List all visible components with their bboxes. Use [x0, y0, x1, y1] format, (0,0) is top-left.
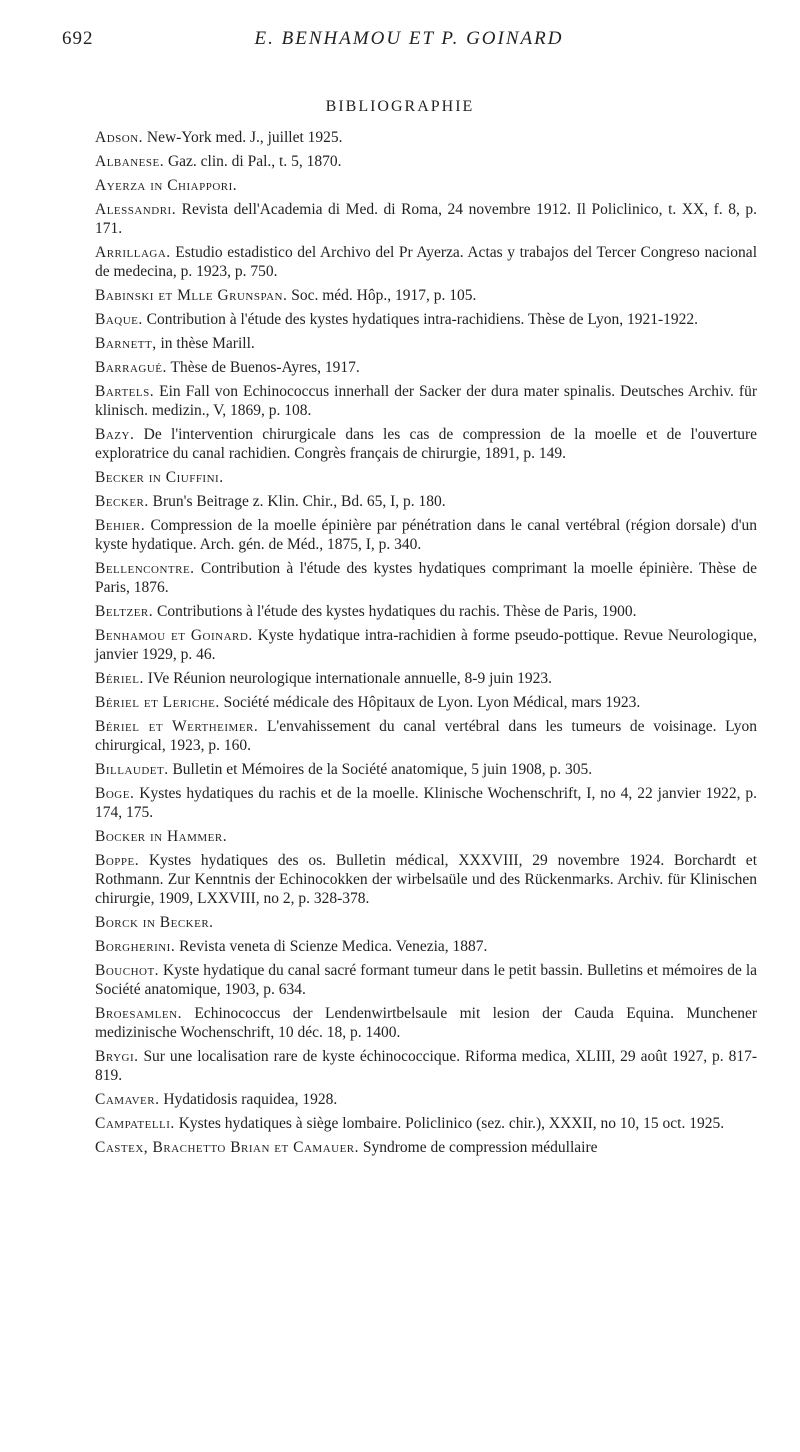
- section-title: BIBLIOGRAPHIE: [325, 98, 475, 115]
- entry-text: Estudio estadistico del Archivo del Pr Ayerza. Actas y trabajos del Tercer Congreso nacional de medecina, p. 1923, p. 750.: [95, 244, 757, 280]
- bibliography-entry: [95, 760, 757, 779]
- entry-text: Brun's Beitrage z. Klin. Chir., Bd. 65, I, p. 180.: [152, 493, 446, 510]
- bibliography-entry: [95, 717, 757, 755]
- entry-text: Soc. méd. Hôp., 1917, p. 105.: [291, 287, 477, 304]
- entry-text: Gaz. clin. di Pal., t. 5, 1870.: [167, 153, 342, 170]
- entry-author: Bazy.: [95, 426, 135, 443]
- entry-author: Adson.: [95, 129, 144, 146]
- entry-author: Bériel et Leriche.: [95, 694, 220, 711]
- entry-author: Boge.: [95, 785, 135, 802]
- entry-author: Borgherini.: [95, 938, 176, 955]
- entry-text: Société médicale des Hôpitaux de Lyon. Lyon Médical, mars 1923.: [223, 694, 641, 711]
- bibliography-entry: [95, 827, 757, 846]
- bibliography-entry: [95, 516, 757, 554]
- entry-author: Borck in Becker.: [95, 914, 214, 931]
- entry-author: Campatelli.: [95, 1115, 175, 1132]
- entry-author: Bocker in Hammer.: [95, 828, 228, 845]
- entry-author: Beltzer.: [95, 603, 154, 620]
- running-title: E. BENHAMOU ET P. GOINARD: [254, 28, 564, 49]
- bibliography-list: [95, 128, 757, 1162]
- entry-author: Boppe.: [95, 852, 140, 869]
- entry-author: Billaudet.: [95, 761, 169, 778]
- entry-author: Behier.: [95, 517, 146, 534]
- entry-author: Babinski et Mlle Grunspan.: [95, 287, 288, 304]
- entry-author: Bartels.: [95, 383, 155, 400]
- bibliography-entry: [95, 626, 757, 664]
- bibliography-entry: [95, 913, 757, 932]
- entry-text: Contribution à l'étude des kystes hydatiques intra-rachidiens. Thèse de Lyon, 1921-1922.: [146, 311, 698, 328]
- entry-text: Revista veneta di Scienze Medica. Venezia, 1887.: [179, 938, 488, 955]
- entry-text: Echinococcus der Lendenwirtbelsaule mit lesion der Cauda Equina. Munchener medizinische Wochenschrift, 10 déc. 18, p. 1400.: [95, 1005, 757, 1041]
- entry-author: Bériel et Wertheimer.: [95, 718, 259, 735]
- bibliography-entry: [95, 286, 757, 305]
- entry-author: Ayerza in Chiappori.: [95, 177, 238, 194]
- entry-text: L'envahissement du canal vertébral dans les tumeurs de voisinage. Lyon chirurgical, 1923, p. 160.: [95, 718, 758, 754]
- bibliography-entry: [95, 851, 757, 908]
- bibliography-entry: [95, 1090, 757, 1109]
- entry-author: Castex, Brachetto Brian et Camauer.: [95, 1139, 360, 1156]
- bibliography-entry: [95, 128, 757, 147]
- bibliography-entry: [95, 310, 757, 329]
- bibliography-entry: [95, 334, 757, 353]
- entry-text: De l'intervention chirurgicale dans les cas de compression de la moelle et de l'ouverture exploratrice du canal rachidien. Congrès français de chirurgie, 1891, p. 149.: [95, 426, 758, 462]
- entry-author: Albanese.: [95, 153, 165, 170]
- entry-text: Kyste hydatique intra-rachidien à forme pseudo-pottique. Revue Neurologique, janvier 1929, p. 46.: [95, 627, 757, 663]
- entry-author: Broesamlen.: [95, 1005, 182, 1022]
- bibliography-entry: [95, 1004, 757, 1042]
- entry-author: Barragué.: [95, 359, 167, 376]
- bibliography-entry: [95, 602, 757, 621]
- entry-text: Kystes hydatiques des os. Bulletin médical, XXXVIII, 29 novembre 1924. Borchardt et Rothmann. Zur Kenntnis der Echinocokken der wirbelsaüle und des Rückenmarks. Archiv. für Klinischen chirurgie, 1909, LXXVIII, no 2, p. 328-378.: [95, 852, 757, 907]
- bibliography-entry: [95, 425, 757, 463]
- bibliography-entry: [95, 176, 757, 195]
- bibliography-entry: [95, 1138, 757, 1157]
- entry-author: Becker in Ciuffini.: [95, 469, 224, 486]
- entry-text: Bulletin et Mémoires de la Société anatomique, 5 juin 1908, p. 305.: [172, 761, 593, 778]
- bibliography-entry: [95, 200, 757, 238]
- bibliography-entry: [95, 784, 757, 822]
- entry-author: Alessandri.: [95, 201, 177, 218]
- bibliography-entry: [95, 468, 757, 487]
- entry-text: Ein Fall von Echinococcus innerhall der Sacker der dura mater spinalis. Deutsches Archiv. für klinisch. medizin., V, 1869, p. 108.: [95, 383, 757, 419]
- entry-author: Barnett,: [95, 335, 157, 352]
- entry-text: Contribution à l'étude des kystes hydatiques comprimant la moelle épinière. Thèse de Paris, 1876.: [95, 560, 757, 596]
- entry-text: Kystes hydatiques du rachis et de la moelle. Klinische Wochenschrift, I, no 4, 22 janvier 1922, p. 174, 175.: [95, 785, 757, 821]
- bibliography-entry: [95, 669, 757, 688]
- entry-text: Thèse de Buenos-Ayres, 1917.: [170, 359, 360, 376]
- bibliography-entry: [95, 492, 757, 511]
- bibliography-entry: [95, 358, 757, 377]
- entry-text: Hydatidosis raquidea, 1928.: [163, 1091, 338, 1108]
- bibliography-entry: [95, 152, 757, 171]
- entry-author: Arrillaga.: [95, 244, 171, 261]
- bibliography-entry: [95, 243, 757, 281]
- entry-text: IVe Réunion neurologique internationale annuelle, 8-9 juin 1923.: [147, 670, 552, 687]
- bibliography-entry: [95, 693, 757, 712]
- entry-author: Baque.: [95, 311, 143, 328]
- entry-author: Benhamou et Goinard.: [95, 627, 253, 644]
- entry-author: Bouchot.: [95, 962, 160, 979]
- entry-text: Revista dell'Academia di Med. di Roma, 24 novembre 1912. Il Policlinico, t. XX, f. 8, p. 171.: [95, 201, 757, 237]
- running-head: [62, 28, 756, 58]
- bibliography-entry: [95, 559, 757, 597]
- entry-text: Syndrome de compression médullaire: [362, 1139, 598, 1156]
- bibliography-entry: [95, 1114, 757, 1133]
- page-number: 692: [62, 28, 94, 49]
- entry-text: Contributions à l'étude des kystes hydatiques du rachis. Thèse de Paris, 1900.: [157, 603, 637, 620]
- bibliography-entry: [95, 937, 757, 956]
- entry-author: Bellencontre.: [95, 560, 195, 577]
- entry-author: Brygi.: [95, 1048, 139, 1065]
- entry-text: in thèse Marill.: [160, 335, 255, 352]
- entry-author: Camaver.: [95, 1091, 160, 1108]
- bibliography-entry: [95, 1047, 757, 1085]
- bibliography-entry: [95, 382, 757, 420]
- entry-author: Becker.: [95, 493, 149, 510]
- entry-text: Compression de la moelle épinière par pénétration dans le canal vertébral (région dorsale) d'un kyste hydatique. Arch. gén. de Méd., 1875, I, p. 340.: [95, 517, 757, 553]
- entry-text: Sur une localisation rare de kyste échinococcique. Riforma medica, XLIII, 29 août 1927, p. 817-819.: [95, 1048, 757, 1084]
- bibliography-entry: [95, 961, 757, 999]
- entry-text: New-York med. J., juillet 1925.: [146, 129, 343, 146]
- entry-text: Kyste hydatique du canal sacré formant tumeur dans le petit bassin. Bulletins et mémoires de la Société anatomique, 1903, p. 634.: [95, 962, 758, 998]
- entry-text: Kystes hydatiques à siège lombaire. Policlinico (sez. chir.), XXXII, no 10, 15 oct. 1925.: [178, 1115, 725, 1132]
- entry-author: Bériel.: [95, 670, 144, 687]
